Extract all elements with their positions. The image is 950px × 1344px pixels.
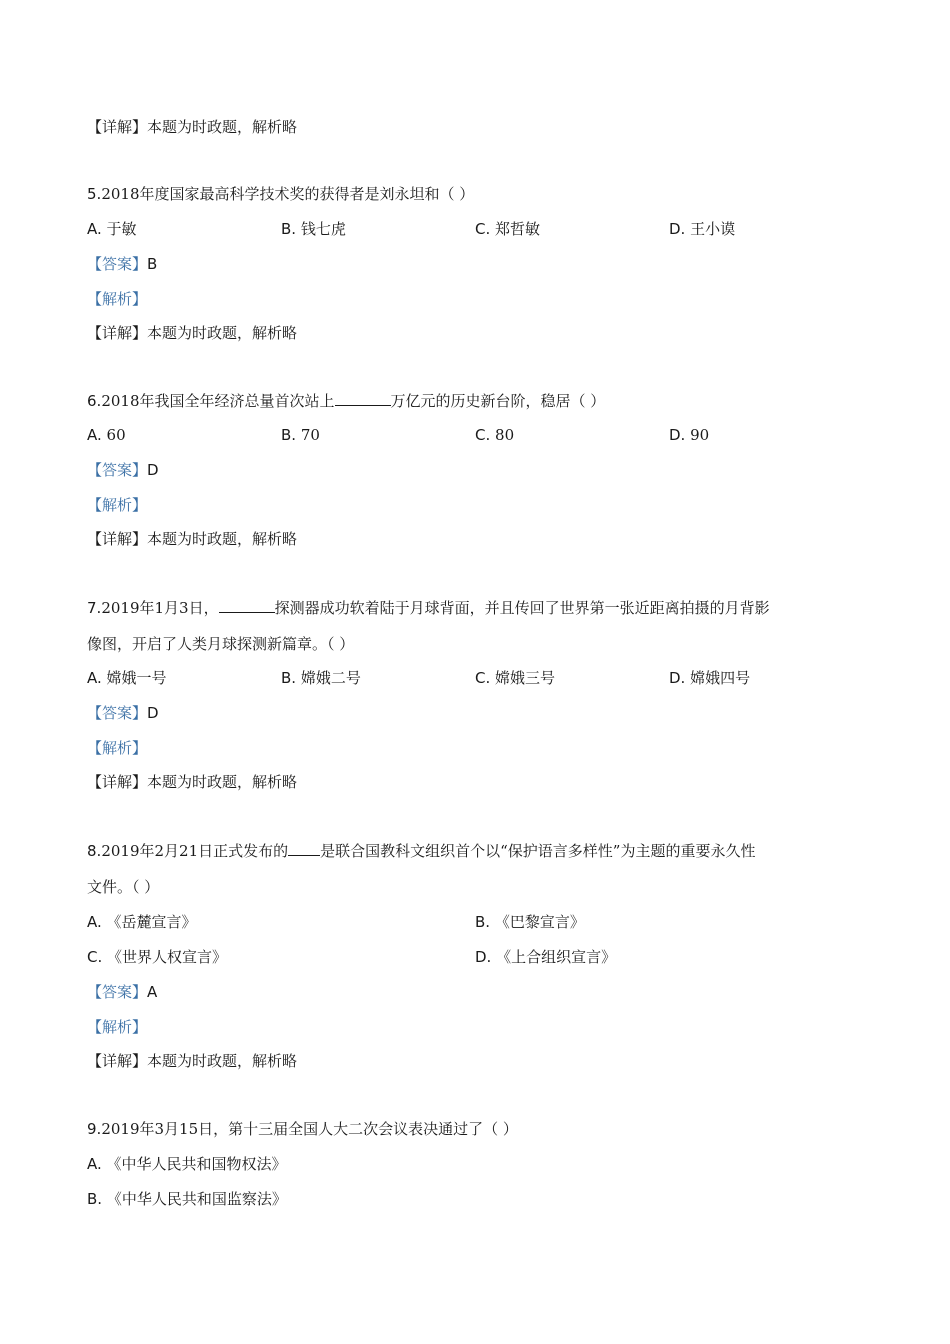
question-7-stem-line2 <box>87 634 354 654</box>
question-8-option-b: B. 《巴黎宣言》 <box>475 913 585 931</box>
question-number: 9. <box>87 1120 102 1138</box>
question-8-option-c: C. 《世界人权宣言》 <box>87 948 228 966</box>
question-text: 2019年3月15日，第十三届全国人大二次会议表决通过了（ ） <box>101 1120 518 1138</box>
answer-value: D <box>147 704 159 722</box>
question-6-option-b: B. 70 <box>281 426 320 444</box>
fill-blank <box>335 390 391 406</box>
question-9-option-b: B. 《中华人民共和国监察法》 <box>87 1190 287 1208</box>
question-number: 6. <box>87 392 102 410</box>
question-5-answer <box>87 254 157 274</box>
question-6-analysis <box>87 495 147 515</box>
question-text: 2018年度国家最高科学技术奖的获得者是刘永坦和（ ） <box>101 185 475 203</box>
question-8-detail <box>87 1051 297 1071</box>
detail-label: 【详解】 <box>87 773 148 791</box>
question-8-answer <box>87 982 157 1002</box>
question-number: 8. <box>87 842 102 860</box>
question-number: 7. <box>87 599 102 617</box>
answer-value: B <box>147 255 158 273</box>
question-7-answer <box>87 703 159 723</box>
answer-label: 【答案】 <box>87 983 148 1001</box>
question-5-option-a: A. 于敏 <box>87 220 137 238</box>
question-text: 探测器成功软着陆于月球背面，并且传回了世界第一张近距离拍摄的月背影 <box>274 599 770 617</box>
analysis-label: 【解析】 <box>87 739 148 757</box>
question-7-option-b: B. 嫦娥二号 <box>281 669 361 687</box>
question-number: 5. <box>87 185 102 203</box>
question-6-detail <box>87 529 297 549</box>
question-6-stem <box>87 390 605 411</box>
question-text: 万亿元的历史新台阶，稳居（ ） <box>390 392 606 410</box>
question-9-stem <box>87 1119 518 1139</box>
question-6-answer <box>87 460 159 480</box>
question-text: 2019年1月3日， <box>101 599 219 617</box>
question-7-detail <box>87 772 297 792</box>
detail-text: 本题为时政题，解析略 <box>147 773 298 791</box>
question-text: 像图，开启了人类月球探测新篇章。（ ） <box>87 635 355 653</box>
question-text: 2019年2月21日正式发布的 <box>101 842 289 860</box>
question-7-analysis <box>87 738 147 758</box>
question-text: 文件。（ ） <box>87 878 160 896</box>
question-6-option-c: C. 80 <box>475 426 515 444</box>
fill-blank <box>219 597 275 613</box>
answer-value: D <box>147 461 159 479</box>
question-8-stem-line2 <box>87 877 159 897</box>
question-5-option-d: D. 王小谟 <box>669 220 736 238</box>
answer-label: 【答案】 <box>87 461 148 479</box>
question-6-option-d: D. 90 <box>669 426 710 444</box>
detail-label: 【详解】 <box>87 324 148 342</box>
question-7-option-d: D. 嫦娥四号 <box>669 669 751 687</box>
question-8-option-d: D. 《上合组织宣言》 <box>475 948 617 966</box>
question-5-option-c: C. 郑哲敏 <box>475 220 541 238</box>
question-8-option-a: A. 《岳麓宣言》 <box>87 913 197 931</box>
question-5-stem <box>87 184 474 204</box>
fill-blank <box>288 840 320 856</box>
detail-text: 本题为时政题，解析略 <box>147 1052 298 1070</box>
question-text: 是联合国教科文组织首个以“保护语言多样性”为主题的重要永久性 <box>320 842 756 860</box>
question-7-option-a: A. 嫦娥一号 <box>87 669 167 687</box>
analysis-label: 【解析】 <box>87 290 148 308</box>
question-7-stem <box>87 597 770 618</box>
question-5-analysis <box>87 289 147 309</box>
question-5-detail <box>87 323 297 343</box>
detail-text: 本题为时政题，解析略 <box>147 530 298 548</box>
question-5-option-b: B. 钱七虎 <box>281 220 346 238</box>
detail-text: 本题为时政题，解析略 <box>147 324 298 342</box>
analysis-label: 【解析】 <box>87 496 148 514</box>
detail-label: 【详解】 <box>87 118 148 136</box>
detail-text: 本题为时政题，解析略 <box>147 118 298 136</box>
question-8-stem <box>87 840 755 861</box>
question-text: 2018年我国全年经济总量首次站上 <box>101 392 335 410</box>
detail-label: 【详解】 <box>87 530 148 548</box>
detail-line <box>87 117 297 137</box>
detail-label: 【详解】 <box>87 1052 148 1070</box>
analysis-label: 【解析】 <box>87 1018 148 1036</box>
answer-label: 【答案】 <box>87 704 148 722</box>
question-7-option-c: C. 嫦娥三号 <box>475 669 556 687</box>
question-8-analysis <box>87 1017 147 1037</box>
answer-label: 【答案】 <box>87 255 148 273</box>
question-6-option-a: A. 60 <box>87 426 126 444</box>
question-9-option-a: A. 《中华人民共和国物权法》 <box>87 1155 287 1173</box>
answer-value: A <box>147 983 158 1001</box>
